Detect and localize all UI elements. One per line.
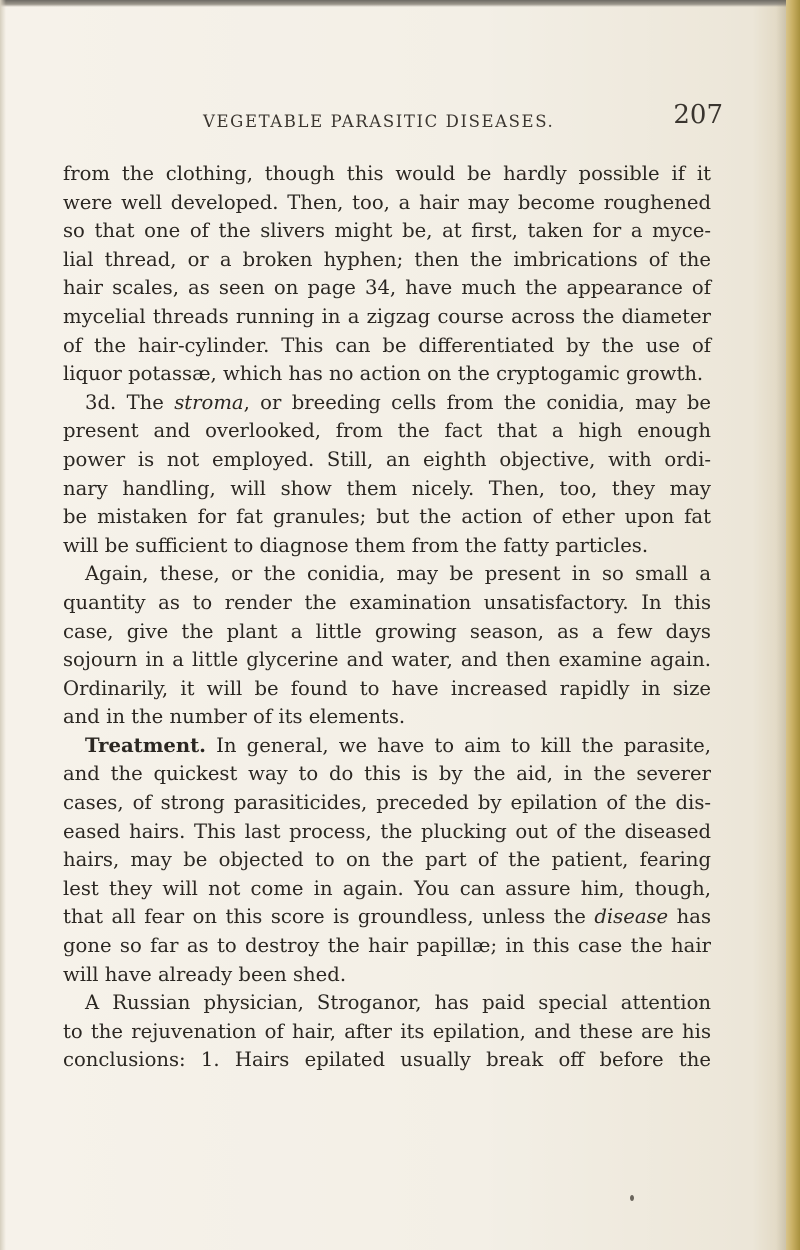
text-line: and the quickest way to do this is by the aid, in the severer (63, 762, 711, 786)
text-line: and in the number of its elements. (63, 705, 406, 729)
text-line: of the hair-cylinder. This can be differentiated by the use of (63, 333, 711, 357)
italic-term-disease: disease (594, 905, 669, 929)
text-line: so that one of the slivers might be, at first, taken for a myce- (63, 219, 711, 243)
text-run: , or breeding cells from the conidia, may be (243, 390, 711, 414)
text-line: hair scales, as seen on page 34, have much the appearance of (63, 276, 711, 300)
text-line: lest they will not come in again. You can assure him, though, (63, 876, 711, 900)
text-line: liquor potassæ, which has no action on the cryptogamic growth. (63, 362, 704, 386)
text-line: nary handling, will show them nicely. Then, too, they may (63, 476, 711, 500)
text-line: Ordinarily, it will be found to have increased rapidly in size (63, 676, 711, 700)
text-line: case, give the plant a little growing season, as a few days (63, 619, 711, 643)
text-line: sojourn in a little glycerine and water, and then examine again. (63, 648, 711, 672)
book-fore-edge (786, 0, 800, 1250)
text-line (63, 903, 711, 932)
running-head: VEGETABLE PARASITIC DISEASES. (203, 112, 555, 131)
page-gutter-shadow (776, 0, 786, 1250)
scan-top-edge (0, 0, 800, 7)
text-line: mycelial threads running in a zigzag course across the diameter (63, 304, 711, 328)
text-line: from the clothing, though this would be hardly possible if it (63, 162, 711, 185)
text-line: gone so far as to destroy the hair papillæ; in this case the hair (63, 934, 711, 958)
page-header (203, 100, 723, 144)
section-heading-treatment: Treatment. (85, 733, 207, 757)
text-line (63, 389, 711, 418)
text-line: hairs, may be objected to on the part of the patient, fearing (63, 848, 711, 872)
text-run: In general, we have to aim to kill the parasite, (206, 733, 711, 757)
page-number: 207 (673, 100, 723, 130)
text-line: Again, these, or the conidia, may be present in so small a (85, 562, 711, 586)
text-line: will have already been shed. (63, 962, 347, 986)
text-line: power is not employed. Still, an eighth objective, with ordi- (63, 447, 711, 471)
text-line: were well developed. Then, too, a hair may become roughened (63, 190, 711, 214)
text-line: will be sufficient to diagnose them from the fatty particles. (63, 533, 649, 557)
text-run: 3d. The (85, 390, 175, 414)
italic-term-stroma: stroma (174, 390, 244, 414)
text-line: lial thread, or a broken hyphen; then the imbrications of the (63, 247, 711, 271)
scan-left-edge (0, 0, 6, 1250)
text-run: has (676, 905, 712, 929)
text-line: conclusions: 1. Hairs epilated usually break off before the (63, 1048, 711, 1072)
text-line: to the rejuvenation of hair, after its epilation, and these are his (63, 1019, 711, 1043)
text-line (63, 732, 711, 761)
text-line: A Russian physician, Stroganor, has paid special attention (85, 991, 711, 1015)
text-run: that all fear on this score is groundless, unless the (63, 905, 586, 929)
text-line: eased hairs. This last process, the plucking out of the diseased (63, 819, 711, 843)
ink-speck (630, 1195, 634, 1201)
body-text (63, 160, 711, 1075)
text-line: be mistaken for fat granules; but the action of ether upon fat (63, 505, 711, 529)
text-line: quantity as to render the examination unsatisfactory. In this (63, 590, 711, 614)
text-line: cases, of strong parasiticides, preceded by epilation of the dis- (63, 791, 711, 815)
text-line: present and overlooked, from the fact that a high enough (63, 419, 711, 443)
